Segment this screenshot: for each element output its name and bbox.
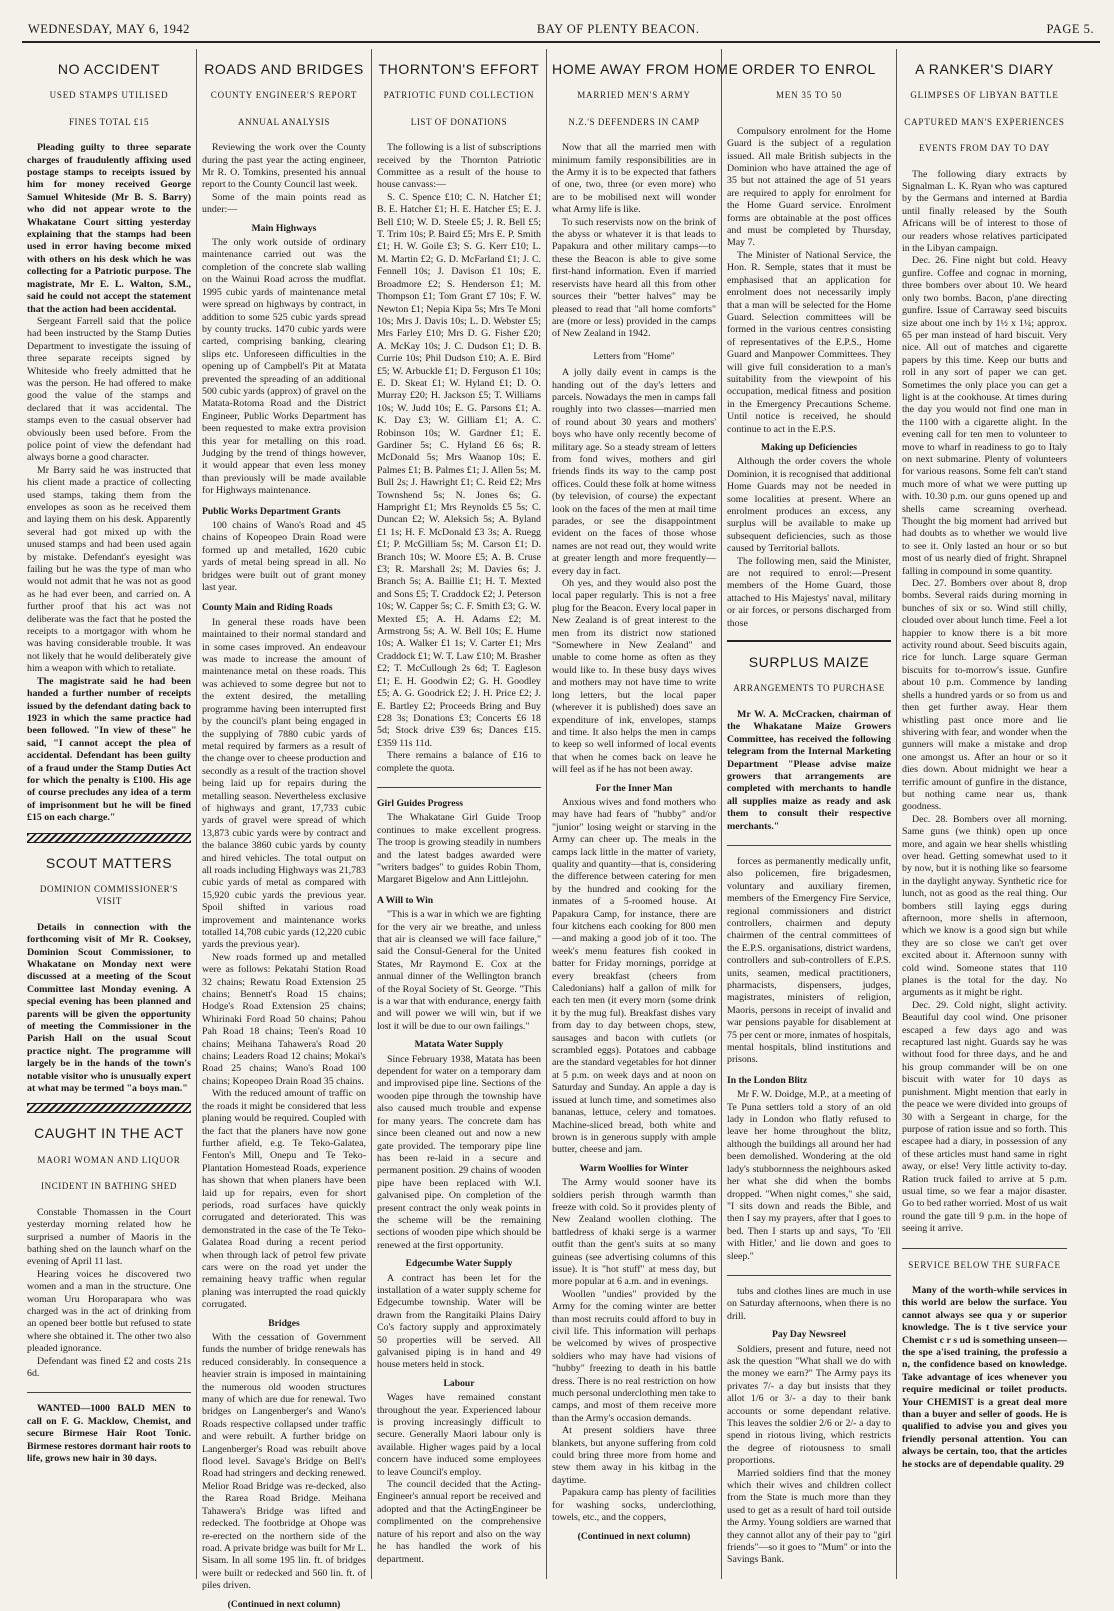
paragraph: Since February 1938, Matata has been dependent for water on a temporary dam and improvised pipe line. Sections of the wooden pipe through the township have also caused much trouble and expense for many years. The concrete dam has since been cleaned out and now a new gate provided. The temporary pipe line has been re-laid in a secure and permanent position. 29 chains of wooden pipe have been replaced with W.I. galvanised pipe. On completion of the present contract the only weak points in the scheme will be the remaining sections of wooden pipe which should be renewed at the first opportunity. [377,1053,541,1251]
section-heading: In the London Blitz [727,1074,808,1086]
paragraph: Dec. 27. Bombers over about 8, drop bombs. Several raids during morning in bunches of six or so. Wind still chilly, clouded over about lunch time. Feel a lot happier to know there is a bit more activity round about. Seed biscuits again, rice for lunch. Large square German biscuits for to-morrow's issue. Gunfire about 10 p.m. Commence by landing shells a hundred yards or so from us and then get further away. Hear them whistling past once more and lie shivering with fear, and wonder when the gunners will make a mistake and drop one amongst us. After an hour or so it dies down. About midnight we hear a terrific amount of gunfire in the distance, but nothing came near us, thank goodness. [902,578,1067,813]
paragraph: In general these roads have been maintained to their normal standard and in some cases improved. An endeavour was made to increase the amount of maintenance metal on these roads. This was achieved to some degree but not to the extent desired, the metalling programme having been interrupted first by the council's plant being engaged in the supplying of 7880 cubic yards of metal required by farmers as a result of the change over to cheese production and secondly as a result of the traction shovel being laid up for repairs during the metalling season. Nevertheless exclusive of highways and grant, 17,733 cubic yards of gravel were spread of which 13,873 cubic yards were by contract and the balance 3860 cubic yards by county and hired vehicles. The total output on all roads including Highways was 21,783 cubic yards of metal as compared with 15,920 cubic yards the previous year. Spoil shifted in various road improvement and maintenance works totalled 14,708 cubic yards (12,220 cubic yards the previous year). [202,616,366,951]
subhead-used-stamps: USED STAMPS UTILISED [49,90,169,101]
section-heading: County Main and Riding Roads [202,602,333,614]
divider [27,833,191,843]
paragraph: The Army would sooner have its soldiers perish through warmth than freeze with cold. So it provides plenty of New Zealand woollen clothing. The battledress of khaki serge is a warmer outfit than the gent's suits at so many guineas (see advertising columns of this issue). It is "hot stuff" at mess day, but more popular at 6 a.m. and in evenings. [552,1177,716,1288]
subhead-bathing-shed: INCIDENT IN BATHING SHED [41,1181,177,1192]
headline-caught-in-act: CAUGHT IN THE ACT [34,1125,184,1142]
headline-surplus-maize: SURPLUS MAIZE [748,654,870,671]
subhead-fines: FINES TOTAL £15 [68,116,150,127]
paragraph: Compulsory enrolment for the Home Guard is the subject of a regulation issued. All male British subjects in the Dominion who have attained the age of 35 but not attained the age of 51 years are required to apply for enrolment for the Home Guard service. Enrolment forms are obtainable at the post offices and must be completed by Thursday, May 7. [727,125,891,249]
paragraph: Defendant was fined £2 and costs 21s 6d. [27,1355,191,1379]
paragraph: Pleading guilty to three separate charges of fraudulently affixing used postage stamps to receipts issued by him for money received George Samuel Whiteside (Mr B. S. Barry) who did not appear wrote to the Whakatane Court sitting yesterday explaining that the stamps had been used in error having become mixed with others on his desk which he was collecting for a Patriotic purpose. The magistrate, Mr E. L. Walton, S.M., said he could not accept the statement that the action had been accidental. [27,142,191,315]
paragraph: 100 chains of Wano's Road and 45 chains of Kopeopeo Drain Road were formed up and metalled, 1620 cubic yards of metal being spread in all. No bridges were built out of grant money last year. [202,520,366,594]
paragraph: A jolly daily event in camps is the handing out of the day's letters and parcels. Nowadays the men in camps fall roughly into two classes—married men of round about 30 years and mothers' boys who have only recently become of military age. So a steady stream of letters from fond wives, mothers and girl friends finds its way to the camp post offices. Could these folk at home witness (by television, of course) the expectant look on the faces of the men at mail time parades, or see the disappointment evident on the faces of those whose names are not read out, they would write at greater length and more frequently—every day in fact. [552,367,716,577]
paragraph: A contract has been let for the installation of a water supply scheme for Edgecumbe township. Water will be drawn from the Rangitaiki Plains Dairy Co's factory supply and approximately 50 properties will be served. All galvanised piping is in hand and 49 house meters held in stock. [377,1272,541,1371]
paragraph: tubs and clothes lines are much in use on Saturday afternoons, when there is no drill. [727,1285,891,1322]
subhead-maori-woman: MAORI WOMAN AND LIQUOR [37,1154,181,1165]
headline-scout-matters: SCOUT MATTERS [45,854,173,871]
advertisement-bald-men: WANTED—1000 BALD MEN to call on F. G. Macklow, Chemist, and secure Birmese Hair Root Tonic. Birmese restores dormant hair roots to life, grows new hair in 30 days. [27,1403,191,1464]
issue-date: WEDNESDAY, MAY 6, 1942 [28,22,190,36]
paragraph: Dec. 28. Bombers over all morning. Same guns (we think) open up once more, and again we hear shells whistling over head. Getting somewhat used to it by now, but it is nothing like so fearsome in the daylight anyway. Synthetic rice for lunch, not as good as the real thing. Our bombers still laying eggs during afternoon, more shells in afternoon, which we know is a good sign but while they are so close we can't get over excited about it. Afternoon sunny with cold wind. Someone states that 110 planes is the total for the day. No arguments as it might be right. [902,813,1067,999]
paragraph: The Minister of National Service, the Hon. R. Semple, states that it must be emphasised that an application for enrolment does not necessarily imply that a man will be selected for the Home Guard. Selection committees will be formed in the various centres consisting of representatives of the E.P.S., Home Guard and Manpower Committees. They will give full consideration to a man's suitability from the viewpoint of his occupation, medical fitness and position in the Emergency Precautions Scheme. Until notice is received, he should continue to act in the E.P.S. [727,249,891,435]
section-heading: Matata Water Supply [414,1039,504,1051]
paragraph: Mr W. A. McCracken, chairman of the Whakatane Maize Growers Committee, has received the following telegram from the Internal Marketing Department "Please advise maize growers that arrangements are completed with merchants to handle all supplies maize as ready and ask them to consult their respective merchants." [727,708,891,832]
paragraph: Dec. 29. Cold night, slight activity. Beautiful day cool wind. One prisoner escaped a few days ago and was recaptured last night. Guards say he was without food for three days, and he and his group commander will be on one biscuit with water for 10 days as punishment. Might mention that early in the peace we were divided into groups of 30 with a Sergeant in charge, for the purpose of ration issue and so forth. This escapee had a diary, in possession of any of these articles must hand same in right away, or else! Very little activity to-day. Ration truck failed to arrive at 5 p.m. usual time, so we fear a major disaster. Go to bed rather worried. Most of us wait round the gate till 9 p.m. in the hope of seeing it arrive. [902,999,1067,1235]
paragraph: The council decided that the Acting-Engineer's annual report be received and adopted and that the ActingEngineer be complimented on the comprehensive nature of his report and also on the way he has handled the work of his department. [377,1479,541,1565]
section-heading: For the Inner Man [595,782,673,794]
column-6 [897,49,1072,1579]
column-3 [372,49,547,1579]
masthead [22,22,1100,43]
section-heading: Main Highways [251,222,317,234]
section-heading: Bridges [268,1317,300,1329]
paragraph: The following men, said the Minister, are not required to enrol:—Present members of the Home Guard, those attached to His Majestys' naval, military or air forces, or persons discharged from those [727,555,891,629]
paragraph: The magistrate said he had been handed a further number of receipts issued by the defendant dating back to 1923 in which the same practice had been followed. "In view of these" he said, "I cannot accept the plea of accidental. Defendant has been guilty of a fraud under the Stamp Duties Act for which the penalty is £100. His age of course precludes any idea of a term of imprisonment but he will be fined £15 on each charge." [27,675,191,824]
paragraph: "This is a war in which we are fighting for the very air we breathe, and unless that air is cleansed we will face failure," said the Consul-General for the United States, Mr Raymond E. Cox at the annual dinner of the Wellington branch of the Royal Society of St. George. "This is a war that with endurance, energy faith and will power we will win, but if we lost it will be due to our own failings." [377,909,541,1032]
subhead-men-35-50: MEN 35 TO 50 [775,90,843,101]
subhead-patriotic-fund: PATRIOTIC FUND COLLECTION [383,90,535,101]
section-heading: A Will to Win [377,894,434,906]
paragraph: Hearing voices he discovered two women and a man in the structure. One woman Uru Horoparapara who was charged was in the act of drinking from an opened beer bottle but refused to state where she obtained it. The other two also pleaded ignorance. [27,1268,191,1355]
subhead-captured-man: CAPTURED MAN'S EXPERIENCES [904,116,1065,127]
subhead-list-donations: LIST OF DONATIONS [410,116,508,127]
paragraph: Soldiers, present and future, need not ask the question "What shall we do with the money we earn?" The Army pays its privates 7/- a day but insists that they allot 1/6 or 3/- a day to their bank accounts or some dependant relative. This leaves the soldier 2/6 or 2/- a day to spend in riotous living, which restricts the degree of riotousness to small proportions. [727,1343,891,1467]
headline-home-away: HOME AWAY FROM HOME [552,61,739,77]
paragraph: Sergeant Farrell said that the police had been instructed by the Stamp Duties Department to investigate the issuing of three separate receipts signed by Whiteside who freely admitted that he was the person. He had offered to make good the value of the stamps and declared that it was accidental. The stamps even to the casual observer had obviously been used before. From the police point of view the defendant had always borne a good character. [27,315,191,464]
paragraph: Some of the main points read as under:— [202,191,366,216]
paragraph: Mr Barry said he was instructed that his client made a practice of collecting used stamps, taking them from the envelopes as soon as he received them and laying them on his desk. Apparently several had got mixed up with the unused stamps and had been used again by mistake. Defendant's eyesight was failing but he was the type of man who would not admit that he was not as good as he had ever been, and carried on. A further proof that his act was not deliberate was the fact that he posted the receipts to a mortgagor with whom he was having considerable trouble. It was not likely that he would deliberately give him a weapon with which to retaliate. [27,464,191,675]
paragraph: Papakura camp has plenty of facilities for washing socks, underclothing, towels, etc., and the coppers, [552,1487,716,1524]
subhead-annual-analysis: ANNUAL ANALYSIS [237,116,331,127]
paper-name: BAY OF PLENTY BEACON. [536,22,700,36]
headline-rankers-diary: A RANKER'S DIARY [915,61,1054,77]
headline-roads-bridges: ROADS AND BRIDGES [204,61,364,77]
section-heading: Letters from "Home" [593,350,675,362]
section-heading: Public Works Department Grants [202,505,341,517]
paragraph: Woollen "undies" provided by the Army for the coming winter are better than most recruits could afford to buy in civil life. This information will perhaps be welcomed by wives of prospective soldiers who may have had visions of "hubby" freezing to death in his battle dress. There is no real restriction on how much personal underclothing men take to camps, and most of them receive more than the Army's occasion demands. [552,1288,716,1424]
divider [727,1275,891,1276]
headline-thorntons-effort: THORNTON'S EFFORT [378,61,540,77]
paragraph: Details in connection with the forthcoming visit of Mr R. Cooksey, Dominion Scout Commissioner, to Whakatane on Monday next were discussed at a meeting of the Scout Committee last Monday evening. A special evening has been planned and parents will be given the opportunity of meeting the Commissioner in the Parish Hall on the usual Scout practice night. The programme will largely be in the hands of the town's notable visitor who is unusually expert at what may be termed "a boys man." [27,921,191,1095]
paragraph: There remains a balance of £16 to complete the quota. [377,750,541,774]
section-heading: Edgecumbe Water Supply [405,1258,513,1270]
column-4 [547,49,739,1579]
section-heading: Pay Day Newsreel [772,1329,846,1341]
subhead-libyan-battle: GLIMPSES OF LIBYAN BATTLE [910,90,1059,101]
paragraph: Oh yes, and they would also post the local paper regularly. This is not a free plug for the Beacon. Every local paper in New Zealand is of great interest to the men from its district now stationed "Somewhere in New Zealand" and unable to come home as often as they would like to. In these busy days wives and mothers may not have time to write long letters, but the local paper (wherever it is published) does save an expenditure of ink, envelopes, stamps and time. It also helps the men in camps to keep so well informed of local events that when he comes back on leave he will feel as if he has not been away. [552,578,716,776]
section-heading: Labour [443,1377,475,1389]
paragraph: Wages have remained constant throughout the year. Experienced labour is proving increasingly difficult to secure. Generally Maori labour only is available. Higher wages paid by a local concern have induced some employees to leave Council's employ. [377,1392,541,1478]
divider [27,1392,191,1393]
divider [377,787,541,788]
column-1 [22,49,197,1579]
divider [727,845,891,846]
paragraph: Married soldiers find that the money which their wives and children collect from the State is much more than they used to get as a result of hard toil outside the Army. Young soldiers are warned that they cannot allot any of their pay to "girl friends"—so it goes to "Mum" or into the Savings Bank. [727,1467,891,1566]
paragraph: The following diary extracts by Signalman L. K. Ryan who was captured by the Germans and interned at Bardia until finally released by the South Africans will be of interest to those of our readers whose relatives participated in the Libyan campaign. [902,168,1067,255]
advertisement-chemist: Many of the worth-while services in this world are below the surface. You cannot always see qua y or superior knowledge. The is t tive service your Chemist c r s ud is something unseen—the spe a'ised training, the professio a n, the confidence based on knowledge. Take advantage of ices whenever you require medicinal or toilet products. Your CHEMIST is a great deal more than a buyer and seller of goods. He is qualified to advise you and gives you friendly personal attention. You can always be certain, too, that the articles he stocks are of dependable quality. 29 [902,1284,1067,1470]
divider [727,640,891,642]
donations-list: S. C. Spence £10; C. N. Hatcher £1; B. E. Hatcher £1; H. E. Hatcher £5; E. J. Bell £10; W. D. Steele £5; J. R. Bell £5; T. Trim 10s; P. Baird £5; Mrs E. P. Smith £1; H. W. Goile £3; S. G. Kerr £10; L. M. Martin £2; G. D. McFarland £1; J. C. Fennell 10s; J. Davison £1 10s; E. Broadmore £2; S. Henderson £1; M. Thompson £1; Tom Grant £7 10s; F. W. Newton £1; Nepia Kipa 5s; Mrs Te Moni 10s; Mrs J. Davis 10s; L. D. Webster £5; Mrs Farley £10; Mrs D. G. Fisher £20; A. McKay 10s; J. C. Dudson £1; D. B. Currie 10s; Phil Dudson £10; A. E. Bird £5; W. Arbuckle £1; D. Ferguson £1 10s; E. D. Skeat £1; W. Hyland £1; D. O. Murray £20; H. Jackson £5; T. Williams 10s; W. Judd 10s; E. G. Parsons £1; A. K. Day £3; W. Gilliam £1; A. C. Robinson 10s; W. Gardner £1; E. Gardiner 5s; C. Hyland £6 6s; R. McDonald 5s; Mrs Waanop 10s; E. Palmes £1; B. Palmes £1; J. Allen 5s; M. Bull 2s; J. Hawright £1; C. Reid £2; Mrs Townshend 5s; N. Jones 6s; G. Hampright £1; Mrs Reynolds £5 5s; C. Duncan £2; W. Aleksich 5s; A. Byland £1 1s; H. F. McDonald £3 3s; A. Ruegg £1; P. McGilliam 5s; M. Carson £1; D. Branch 10s; W. Moore £5; A. B. Cruse £3; R. Marshall 2s; M. Davies 6s; J. Branch 5s; A. Baillie £1; H. T. Mexted and Sons £5; T. Craddock £2; J. Peterson 10s; W. Capper 5s; C. F. Smith £3; G. W. Mexted £5; A. H. Adams £2; M. Armstrong 5s; A. W. Bell 10s; E. Hume 10s; A. Walker £1 1s; V. Carter £1; Mrs Craddock £1; W. T. Law £10; M. Brasher £2; T. McCullough 2s 6d; T. Eagleson £1; E. H. Goodwin £2; G. H. Goodley £5; A. G. Goodrick £2; J. H. Price £2; J. E. Bartley £2; Proceeds Bring and Buy £28 3s; Donations £3; Concerts £6 18 5d; Stock drive £39 6s; Dances £15. £359 11s 11d. [377,191,541,749]
paragraph: forces as permanently medically unfit, also policemen, fire brigadesmen, voluntary and auxiliary firemen, members of the Emergency Fire Service, regional commissioners and district controllers, chairmen and deputy chairmen of the central committees of the E.P.S. organisations, district wardens, controllers and sub-controllers of E.P.S. units, seamen, medical practitioners, pharmacists, dispensers, judges, magistrates, ministers of religion, Maoris, persons in receipt of invalid and war pensions payable for disablement at 75 per cent or more, inmates of hospitals, mental hospitals, blind institutions and prisons. [727,855,891,1066]
paragraph: New roads formed up and metalled were as follows: Pekatahi Station Road 32 chains; Rewatu Road Extension 25 chains; Bennett's Road 15 chains; Hodge's Road Extension 25 chains; Whirinaki Ford Road 50 chains; Pahou Pah Road 18 chains; Teen's Road 10 chains; Meihana Tahawera's Road 20 chains; Leaders Road 12 chains; Mokai's Road 25 chains; Wano's Road 100 chains; Kopeopeo Drain Road 35 chains. [202,951,366,1087]
paragraph: The only work outside of ordinary maintenance carried out was the completion of the concrete slab walling on the Wainui Road across the mudflat. 1995 cubic yards of maintenance metal were spread on highways by contract, in addition to some 525 cubic yards spread by county trucks. 1470 cubic yards were carted, comprising banking, clearing slips etc. Unforeseen difficulties in the opening up of Campbell's Pit at Matata prevented the spreading of an additional 500 cubic yards (approx) of gravel on the Matata-Rotoma Road and the District Engineer, Public Works Department has been requested to make extra provision this year for metalling on this road. Judging by the trend of things however, it would appear that even less money than previously will be made available for Highways maintenance. [202,237,366,497]
paragraph: The Whakatane Girl Guide Troop continues to make excellent progress. The troop is growing steadily in numbers and the latest badges awarded were "writers badges" to guides Robin Thom, Margaret Bigelow and Ann Littlejohn. [377,812,541,886]
section-heading: Warm Woollies for Winter [579,1162,689,1174]
paragraph: To such reservists now on the brink of the abyss or whatever it is that leads to Papakura and other military camps—to these the Beacon is able to give some first-hand information. Even if married reservists have heard all this from other sources their "better halves" may be pleased to read that "all home comforts" are (more or less) provided in the camps of New Zealand in 1942. [552,216,716,340]
headline-order-to-enrol: ORDER TO ENROL [742,61,876,77]
subhead-married-mens-army: MARRIED MEN'S ARMY [577,90,691,101]
paragraph: Anxious wives and fond mothers who may have had fears of "hubby" and/or "junior" losing weight or starving in the Army can cheer up. The meals in the camps lack little in the matter of variety, quality and quantity—that is, considering the difference between catering for men by the hundred and cooking for the inmates of a 5-roomed house. At Papakura Camp, for instance, there are four kitchens each cooking for 800 men—and making a good job of it too. The week's menu features fish cooked in batter for Friday mornings, porridge at every breakfast (cheers from Caledonians) half a gallon of milk for each ten men (it every morn (some drink it by the mug ful). Breakfast dishes vary from day to day between chops, stew, sausages and bacon with cutlets (or scrambled eggs). Potatoes and cabbage are the standard vegetables for hot dinner at 5 p.m. on week days and at noon on Saturday and Sunday. An apple a day is issued at lunch time, and sometimes also bananas, lettuce, celery and tomatoes. Machine-sliced bread, both white and brown is in generous supply with ample butter, cheese and jam. [552,796,716,1156]
continued-note: (Continued in next column) [577,1530,691,1542]
column-5 [722,49,897,1579]
subhead-arrangements: ARRANGEMENTS TO PURCHASE [733,683,885,694]
paragraph: Now that all the married men with minimum family responsibilities are in the Army it is to be expected that fathers of one, two, three (or even more) who are to be mobilised next will wonder what Army life is like. [552,142,716,216]
headline-service-below: SERVICE BELOW THE SURFACE [908,1259,1061,1270]
section-heading: Making up Deficiencies [761,441,857,453]
paragraph: Constable Thomassen in the Court yesterday morning related how he surprised a number of Maoris in the bathing shed on the launch wharf on the evening of April 11 last. [27,1206,191,1268]
paragraph: Dec. 26. Fine night but cold. Heavy gunfire. Coffee and cognac in morning, three bombers over about 10. We heard only two bombs. Bacon, p'ane directing gunfire. Issue of Carraway seed biscuits size about one inch by 1½ x 1¼; approx. 65 per man instead of hard biscuit. Very nice. All out of matches and cigarette papers by this time. Keep our butts and roll in any sort of paper we can get. Sometimes the only place you can get a light is at the cookhouse. At times during the day you would not find one man in the 1100 with a cigarette alight. In the evening call for ten men to volunteer to move to wharf in readiness to go to Italy on next submarine. Plenty of volunteers for various reasons. Some felt can't stand much more of what we were putting up with. 10.30 p.m. our guns opened up and shells came screaming overhead. Thought the big moment had arrived but had doubts as to whether we would live to see it. Only lasted an hour or so but most of us nearly died of fright. Shrapnel falling in compound in some quantity. [902,255,1067,577]
subhead-events: EVENTS FROM DAY TO DAY [919,143,1050,154]
column-2 [197,49,372,1610]
paragraph: The following is a list of subscriptions received by the Thornton Patriotic Committee as a result of the house to house canvass:— [377,142,541,191]
paragraph: With the reduced amount of traffic on the roads it might be considered that less planing would be required. Coupled with the fact that the planers have now gone further afield, e.g. Te Teko-Galatea, Fenton's Mill, Onepu and Te Teko-Plantation Homestead Roads, experience has shown that when planers have been laid up for repairs, even for short periods, road surfaces have quickly corrugated and deteriorated. This was demonstrated in the case of the Te Teko-Galatea Road during a recent period when through lack of petrol few private cars were on the road yet under the remaining heavy traffic when regular planing was interrupted the road quickly corrugated. [202,1088,366,1311]
section-heading: Girl Guides Progress [377,797,463,809]
subhead-commissioner-visit: DOMINION COMMISSIONER'S VISIT [39,883,179,907]
paragraph: With the cessation of Government funds the number of bridge renewals has reduced considerably. In consequence a heavier strain is imposed in maintaining the numerous old wooden structures many of which are due for renewal. Two bridges on Langenberger's and Wano's Roads respective collapsed under traffic and were rebuilt. A further bridge on Langenberger's Road was rebuilt above flood level. Savage's Bridge on Bell's Road had stringers and decking renewed. Melior Road Bridge was re-decked, also the Rarea Road Bridge. Meihana Tahawera's Bridge was lifted and redecked. The footbridge at Ohope was re-erected on the northern side of the road. A private bridge was built for Mr L. Sisam. In all some 195 lin. ft. of bridges were built or redecked and 560 lin. ft. of piles driven. [202,1332,366,1592]
page-number: PAGE 5. [1046,22,1094,36]
paragraph: Reviewing the work over the County during the past year the acting engineer, Mr R. O. Tomkins, presented his annual report to the County Council last week. [202,142,366,191]
headline-no-accident: NO ACCIDENT [57,61,161,77]
columns [22,49,1100,1610]
paragraph: Although the order covers the whole Dominion, it is recognised that additional Home Guards may not be needed in some localities at present. Where an enrolment produces an excess, any surplus will be available to make up subsequent deficiencies, such as those caused by Territorial ballots. [727,456,892,555]
paragraph: Mr F. W. Doidge, M.P., at a meeting of Te Puna settlers told a story of an old lady in London who flatly refused to leave her home throughout the blitz, although the buildings all around her had been demolished. Wondering at the old lady's stubbornness the neighbours asked her what she did when the bombs dropped. "When night comes," she said, "I sits down and reads the Bible, and then I say my prayers, after that I goes to bed. Then I starts up and says, 'To 'Ell with Hitler,' and lie down and goes to sleep." [727,1089,891,1262]
divider [902,1248,1067,1249]
subhead-engineer-report: COUNTY ENGINEER'S REPORT [210,90,358,101]
divider [27,1103,191,1113]
subhead-defenders-camp: N.Z.'S DEFENDERS IN CAMP [568,116,700,127]
paragraph: At present soldiers have three blankets, but anyone suffering from cold could bring three more from home and stew them away in his kitbag in the daytime. [552,1425,716,1486]
continued-note: (Continued in next column) [227,1598,341,1610]
